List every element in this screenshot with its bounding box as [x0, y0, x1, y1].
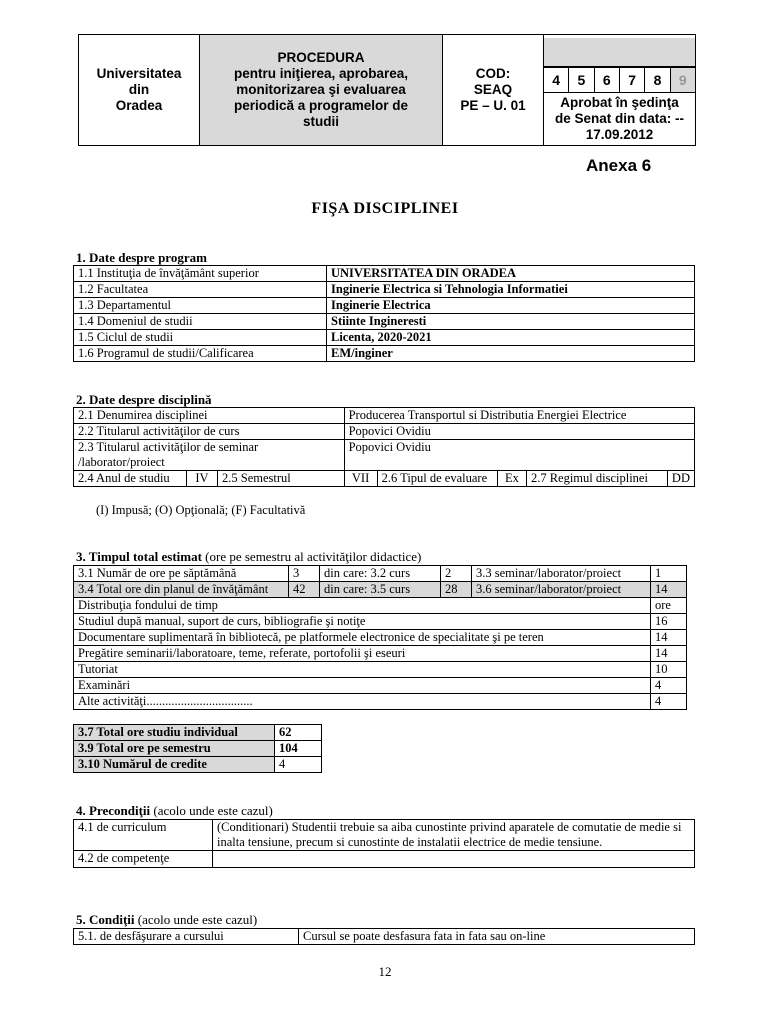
row-label: 2.3 Titularul activităţilor de seminar /laborator/proiect — [74, 440, 345, 471]
row-value: 16 — [651, 614, 687, 630]
row-value: 4 — [275, 757, 322, 773]
institution-cell — [79, 35, 200, 146]
row-value: 4 — [651, 694, 687, 710]
table-row — [74, 694, 687, 710]
row-value: 3 — [289, 566, 320, 582]
approval-line: de Senat din data: -- — [554, 110, 684, 126]
table-row — [74, 266, 695, 282]
seminar-label: 3.3 seminar/laborator/proiect — [472, 566, 651, 582]
row-label: 1.6 Programul de studii/Calificarea — [74, 346, 327, 362]
table-row — [74, 314, 695, 330]
row-value: Producerea Transportul si Distributia Energiei Electrice — [344, 408, 694, 424]
regime-label: 2.7 Regimul disciplinei — [526, 471, 667, 487]
row-value: EM/inginer — [327, 346, 695, 362]
code-cell — [443, 35, 544, 146]
table-row — [74, 741, 322, 757]
totals-table — [73, 724, 322, 773]
procedure-cell — [200, 35, 443, 146]
code-line: COD: — [475, 66, 511, 81]
approval-line: 17.09.2012 — [585, 126, 654, 142]
code-line: SEAQ — [473, 82, 513, 97]
program-table — [73, 265, 695, 362]
row-value: Popovici Ovidiu — [344, 424, 694, 440]
section-3-title — [76, 549, 421, 565]
row-label: Examinări — [74, 678, 651, 694]
row-label: 4.1 de curriculum — [74, 820, 213, 851]
row-label: Alte activităţi.................................. — [74, 694, 651, 710]
semester-label: 2.5 Semestrul — [218, 471, 345, 487]
row-value: UNIVERSITATEA DIN ORADEA — [327, 266, 695, 282]
table-row — [74, 408, 695, 424]
table-row — [74, 614, 687, 630]
time-table — [73, 565, 687, 710]
evaluation-label: 2.6 Tipul de evaluare — [377, 471, 497, 487]
row-label: 1.3 Departamentul — [74, 298, 327, 314]
row-label: 3.7 Total ore studiu individual — [74, 725, 275, 741]
table-row — [74, 298, 695, 314]
table-row — [74, 757, 322, 773]
approval-text — [544, 93, 695, 143]
year-value: IV — [187, 471, 218, 487]
procedure-line: periodică a programelor de — [233, 98, 409, 113]
row-value: Stiinte Ingineresti — [327, 314, 695, 330]
table-row — [74, 851, 695, 868]
row-label: 5.1. de desfăşurare a cursului — [74, 929, 299, 945]
page-number: 12 — [378, 964, 392, 979]
section-1-title: 1. Date despre program — [76, 250, 207, 265]
page-index: 5 — [569, 67, 594, 92]
row-value: Popovici Ovidiu — [344, 440, 694, 471]
page-index: 9 — [670, 67, 695, 92]
row-value: 104 — [275, 741, 322, 757]
table-row — [74, 471, 695, 487]
annex-label: Anexa 6 — [586, 156, 652, 175]
row-value: Cursul se poate desfasura fata in fata sau on-line — [299, 929, 695, 945]
section-4-title — [76, 803, 273, 819]
table-row — [74, 678, 687, 694]
table-row — [74, 929, 695, 945]
row-label: Documentare suplimentară în bibliotecă, pe platformele electronice de specialitate şi pe teren — [74, 630, 651, 646]
regime-value: DD — [667, 471, 694, 487]
section-4-title-bold: 4. Precondiţii — [76, 803, 151, 818]
table-row — [74, 424, 695, 440]
procedure-line: PROCEDURA — [277, 50, 365, 65]
section-3-title-bold: 3. Timpul total estimat — [76, 549, 202, 564]
row-value: Inginerie Electrica — [327, 298, 695, 314]
table-row — [74, 582, 687, 598]
page-index: 8 — [645, 67, 670, 92]
row-value: ore — [651, 598, 687, 614]
institution-line: Universitatea — [96, 66, 182, 81]
institution-line: din — [128, 82, 150, 97]
seminar-value: 14 — [651, 582, 687, 598]
row-label: Pregătire seminarii/laboratoare, teme, referate, portofolii şi eseuri — [74, 646, 651, 662]
semester-value: VII — [344, 471, 377, 487]
row-value — [213, 851, 695, 868]
table-row — [74, 646, 687, 662]
institution-line: Oradea — [115, 98, 163, 113]
table-row — [74, 630, 687, 646]
page-index: 7 — [619, 67, 644, 92]
discipline-note: (I) Impusă; (O) Opţională; (F) Facultativă — [96, 503, 306, 517]
row-value: 10 — [651, 662, 687, 678]
procedure-line: pentru iniţierea, aprobarea, — [233, 66, 409, 81]
table-row — [74, 566, 687, 582]
row-value: 4 — [651, 678, 687, 694]
page-index: 6 — [594, 67, 619, 92]
section-5-title-rest: (acolo unde este cazul) — [134, 912, 258, 927]
row-label: Studiul după manual, suport de curs, bibliografie şi notiţe — [74, 614, 651, 630]
approval-line: Aprobat în şedinţa — [560, 94, 679, 110]
row-label: 2.2 Titularul activităţilor de curs — [74, 424, 345, 440]
row-value: 42 — [289, 582, 320, 598]
row-value: Inginerie Electrica si Tehnologia Informatiei — [327, 282, 695, 298]
seminar-label: 3.6 seminar/laborator/proiect — [472, 582, 651, 598]
table-row — [74, 346, 695, 362]
row-label: 3.10 Numărul de credite — [74, 757, 275, 773]
document-title: FIŞA DISCIPLINEI — [311, 200, 459, 217]
table-row — [74, 725, 322, 741]
section-5-title-bold: 5. Condiţii — [76, 912, 135, 927]
row-label: 2.1 Denumirea disciplinei — [74, 408, 345, 424]
section-3-title-rest: (ore pe semestru al activităţilor didactice) — [201, 549, 422, 564]
row-label: 4.2 de competenţe — [74, 851, 213, 868]
section-2-title: 2. Date despre disciplină — [76, 392, 212, 407]
row-label: 3.9 Total ore pe semestru — [74, 741, 275, 757]
code-line: PE – U. 01 — [460, 98, 526, 113]
row-value: 14 — [651, 646, 687, 662]
procedure-line: monitorizarea şi evaluarea — [236, 82, 406, 97]
evaluation-value: Ex — [497, 471, 526, 487]
row-label: 3.4 Total ore din planul de învăţământ — [74, 582, 289, 598]
table-row — [74, 330, 695, 346]
row-label: 1.2 Facultatea — [74, 282, 327, 298]
row-label: Distribuţia fondului de timp — [74, 598, 651, 614]
course-label: din care: 3.5 curs — [320, 582, 441, 598]
row-value: (Conditionari) Studentii trebuie sa aiba cunostinte privind aparatele de comutatie de medie si inalta tensiune, precum si cunostinte de instalatii electrice de medie tensiune. — [213, 820, 695, 851]
seminar-value: 1 — [651, 566, 687, 582]
table-row — [74, 662, 687, 678]
course-label: din care: 3.2 curs — [320, 566, 441, 582]
page-index-table — [544, 67, 695, 93]
section-4-title-rest: (acolo unde este cazul) — [150, 803, 273, 818]
approval-top-band — [544, 38, 695, 67]
section-5-title — [76, 912, 257, 928]
table-row — [74, 440, 695, 471]
year-label: 2.4 Anul de studiu — [74, 471, 187, 487]
procedure-header — [78, 34, 696, 146]
row-label: 1.5 Ciclul de studii — [74, 330, 327, 346]
table-row — [74, 820, 695, 851]
row-label: Tutoriat — [74, 662, 651, 678]
row-label: 1.1 Instituţia de învăţământ superior — [74, 266, 327, 282]
course-value: 2 — [441, 566, 472, 582]
row-value: Licenta, 2020-2021 — [327, 330, 695, 346]
row-value: 14 — [651, 630, 687, 646]
preconditions-table — [73, 819, 695, 868]
row-value: 62 — [275, 725, 322, 741]
procedure-line: studii — [303, 114, 339, 129]
course-value: 28 — [441, 582, 472, 598]
table-row — [74, 282, 695, 298]
approval-cell — [544, 35, 696, 146]
page-index: 4 — [544, 67, 569, 92]
row-label: 1.4 Domeniul de studii — [74, 314, 327, 330]
discipline-table — [73, 407, 695, 487]
table-row — [74, 598, 687, 614]
conditions-table — [73, 928, 695, 945]
row-label: 3.1 Număr de ore pe săptămână — [74, 566, 289, 582]
